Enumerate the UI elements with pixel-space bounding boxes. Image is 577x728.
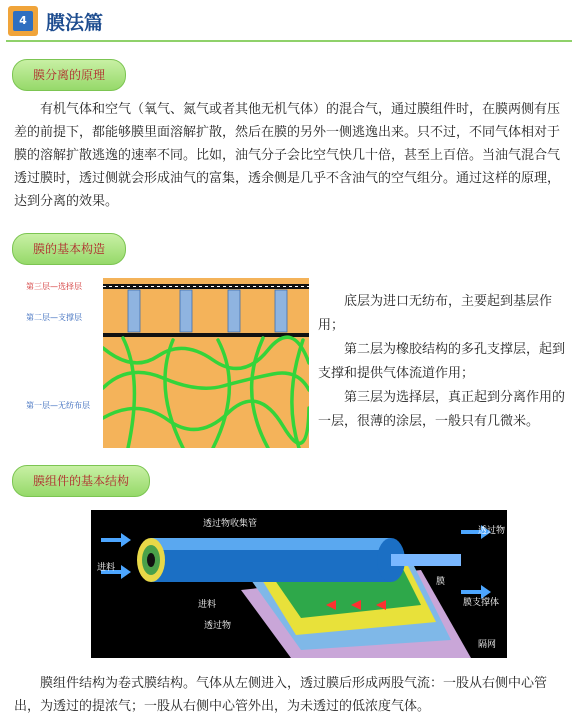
page-title: 膜法篇: [46, 11, 104, 34]
structure-desc-3: 第三层为选择层，真正起到分离作用的一层，很薄的涂层，一般只有几微米。: [318, 390, 566, 429]
structure-descriptions: [318, 290, 572, 434]
fig-label-permeate-out: 透过物: [478, 526, 506, 536]
page-header: [8, 6, 103, 36]
fig-label-membrane: 膜: [436, 577, 446, 587]
membrane-layer-figure: [103, 278, 309, 448]
structure-desc-2: 第二层为橡胶结构的多孔支撑层，起到支撑和提供气体流道作用；: [318, 342, 566, 381]
fig-label-permeate-bottom: 透过物: [204, 621, 232, 631]
principle-text: 有机气体和空气（氧气、氮气或者其他无机气体）的混合气，通过膜组件时，在膜两侧有压差的前提下，都能够膜里面溶解扩散，然后在膜的另外一侧逃逸出来。只不过，不同气体相对于膜的溶解扩散逃逸的速率不同。比如，油气分子会比空气快几十倍，甚至上百倍。当油气混合气透过膜时，透过侧就会形成油气的富集，透余侧是几乎不含油气的空气组分。通过这样的原理，达到分离的效果。: [14, 102, 561, 209]
chapter-badge: [8, 6, 38, 36]
fig-label-spacer: 隔网: [478, 640, 497, 650]
header-divider: [6, 40, 572, 42]
principle-paragraph: [14, 98, 568, 213]
section-heading-structure: 膜的基本构造: [12, 233, 126, 265]
layer-label-selective: 第三层—选择层: [26, 282, 82, 291]
fig-label-collector: 透过物收集管: [203, 519, 258, 529]
fig-label-feed-in: 进料: [97, 563, 116, 573]
section-heading-principle: 膜分离的原理: [12, 59, 126, 91]
module-paragraph: [14, 672, 572, 718]
fig-label-support: 膜支撑体: [463, 598, 500, 608]
module-text: 膜组件结构为卷式膜结构。气体从左侧进入，透过膜后形成两股气流：一股从右侧中心管出，为透过的提浓气；一股从右侧中心管外出，为未透过的低浓度气体。: [14, 676, 548, 714]
structure-desc-1: 底层为进口无纺布，主要起到基层作用；: [318, 294, 553, 333]
layer-label-support: 第二层—支撑层: [26, 313, 82, 322]
fig-label-feed-mid: 进料: [198, 600, 217, 610]
layer-label-nonwoven: 第一层—无纺布层: [26, 401, 90, 410]
chapter-number: 4: [13, 11, 33, 31]
section-heading-module: 膜组件的基本结构: [12, 465, 150, 497]
